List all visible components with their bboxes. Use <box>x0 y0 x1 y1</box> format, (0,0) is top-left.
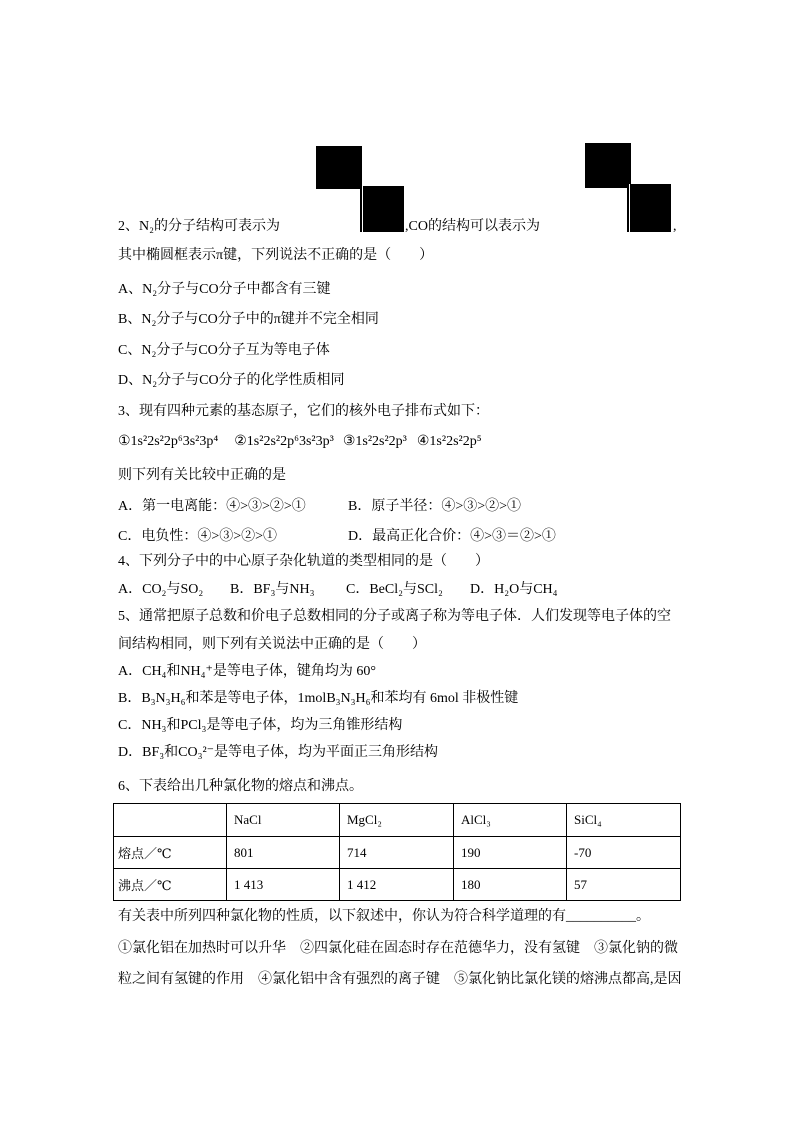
table-cell: 1 413 <box>227 869 340 901</box>
q5-option-b: B．B₃N₃H₆和苯是等电子体，1molB₃N₃H₆和苯均有 6mol 非极性键 <box>118 691 519 706</box>
q6-question: 有关表中所列四种氯化物的性质，以下叙述中，你认为符合科学道理的有__________。 <box>118 909 650 924</box>
q4-stem: 4、下列分子中的中心原子杂化轨道的类型相同的是（ ） <box>118 554 489 569</box>
q4-option-a: A．CO₂与SO₂ <box>118 582 204 597</box>
table-cell: 1 412 <box>340 869 454 901</box>
q3-config-4: ④1s²2s²2p⁵ <box>416 434 482 449</box>
q5-stem-line2: 间结构相同，则下列有关说法中正确的是（ ） <box>118 637 426 652</box>
n2-structure-image-part-bottom <box>360 186 404 232</box>
q3-electron-configs <box>118 433 482 451</box>
q3-config-1: ①1s²2s²2p⁶3s²3p⁴ <box>118 434 219 449</box>
q5-stem-line1: 5、通常把原子总数和价电子总数相同的分子或离子称为等电子体．人们发现等电子体的空 <box>118 609 671 624</box>
table-header-cell: NaCl <box>227 804 340 837</box>
q3-option-d: D．最高正化合价：④>③＝②>① <box>348 529 556 544</box>
q4-option-c: C．BeCl₂与SCl₂ <box>346 582 443 597</box>
n2-structure-image-part-top <box>316 146 362 189</box>
table-header-row <box>114 804 681 837</box>
table-cell: 714 <box>340 837 454 869</box>
table-cell: 801 <box>227 837 340 869</box>
co-structure-image-part-bottom <box>627 184 671 232</box>
q2-option-c: C、N₂分子与CO分子互为等电子体 <box>118 343 330 358</box>
q2-stem-part3: , <box>673 219 677 234</box>
q5-option-d: D．BF₃和CO₃²⁻是等电子体，均为平面正三角形结构 <box>118 745 439 760</box>
q2-stem-part2: ,CO的结构可以表示为 <box>405 219 540 234</box>
q3-stem: 3、现有四种元素的基态原子，它们的核外电子排布式如下： <box>118 404 489 419</box>
table-header-cell: MgCl₂ <box>340 804 454 837</box>
q6-statements-line2: 粒之间有氢键的作用 ④氯化铝中含有强烈的离子键 ⑤氯化钠比氯化镁的熔沸点都高,是因 <box>118 972 682 987</box>
q2-option-a: A、N₂分子与CO分子中都含有三键 <box>118 282 331 297</box>
table-cell: 57 <box>567 869 681 901</box>
co-structure-image-part-top <box>585 143 631 188</box>
table-row <box>114 869 681 901</box>
table-cell: 190 <box>454 837 567 869</box>
q6-statements-line1: ①氯化铝在加热时可以升华 ②四氯化硅在固态时存在范德华力，没有氢键 ③氯化钠的微 <box>118 941 678 956</box>
table-row-label: 沸点／℃ <box>114 869 227 901</box>
table-cell: -70 <box>567 837 681 869</box>
q3-option-c: C．电负性：④>③>②>① <box>118 529 278 544</box>
q3-prompt: 则下列有关比较中正确的是 <box>118 468 286 483</box>
chloride-table <box>113 803 681 901</box>
table-header-cell: AlCl₃ <box>454 804 567 837</box>
table-row-label: 熔点／℃ <box>114 837 227 869</box>
q2-stem-line2: 其中椭圆框表示π键，下列说法不正确的是（ ） <box>118 248 434 263</box>
table-header-cell <box>114 804 227 837</box>
q6-stem: 6、下表给出几种氯化物的熔点和沸点。 <box>118 779 363 794</box>
q2-stem-part1: 2、N₂的分子结构可表示为 <box>118 219 280 234</box>
table-header-cell: SiCl₄ <box>567 804 681 837</box>
q2-option-b: B、N₂分子与CO分子中的π键并不完全相同 <box>118 312 379 327</box>
q3-option-b: B．原子半径：④>③>②>① <box>348 499 522 514</box>
q3-config-3: ③1s²2s²2p³ <box>342 434 407 449</box>
table-row <box>114 837 681 869</box>
q4-option-d: D．H₂O与CH₄ <box>470 582 558 597</box>
q4-option-b: B．BF₃与NH₃ <box>230 582 315 597</box>
q3-option-a: A．第一电离能：④>③>②>① <box>118 499 306 514</box>
q3-config-2: ②1s²2s²2p⁶3s²3p³ <box>234 434 334 449</box>
q5-option-c: C．NH₃和PCl₃是等电子体，均为三角锥形结构 <box>118 718 403 733</box>
table-cell: 180 <box>454 869 567 901</box>
q5-option-a: A．CH₄和NH₄⁺是等电子体，键角均为 60° <box>118 664 377 679</box>
q2-option-d: D、N₂分子与CO分子的化学性质相同 <box>118 373 345 388</box>
